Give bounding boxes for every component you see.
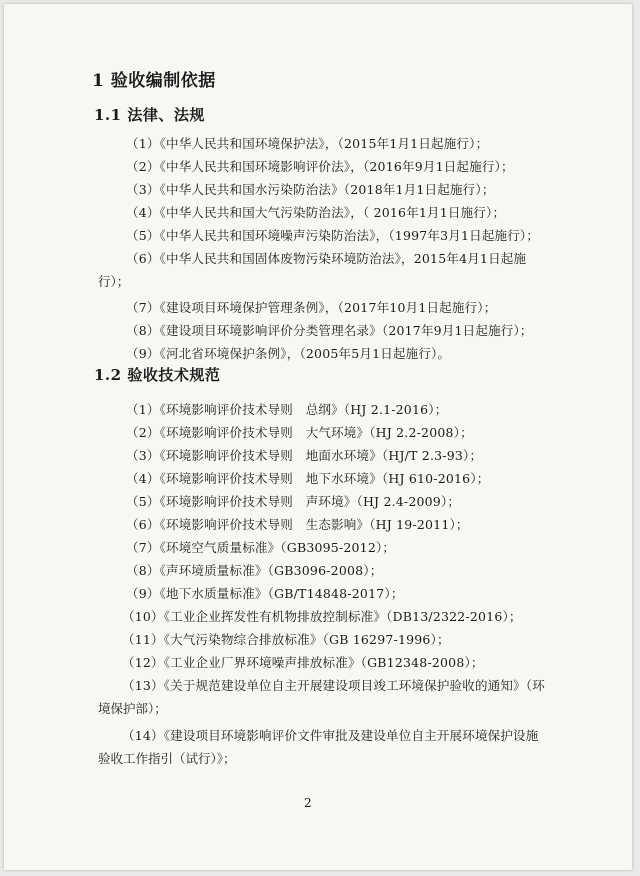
standard-item: （6）《环境影响评价技术导则 生态影响》（HJ 19-2011）； bbox=[126, 517, 469, 532]
subsection-heading-laws: 1.1 法律、法规 bbox=[94, 106, 205, 124]
standard-item: （3）《环境影响评价技术导则 地面水环境》（HJ/T 2.3-93）； bbox=[126, 448, 483, 463]
page-number: 2 bbox=[304, 796, 312, 810]
standard-item: （14）《建设项目环境影响评价文件审批及建设单位自主开展环境保护设施 bbox=[122, 728, 539, 743]
standard-item: （10）《工业企业挥发性有机物排放控制标准》（DB13/2322-2016）； bbox=[122, 609, 522, 624]
standard-item: （9）《地下水质量标准》（GB/T14848-2017）； bbox=[126, 586, 404, 601]
law-item: （3）《中华人民共和国水污染防治法》（2018年1月1日起施行）； bbox=[126, 182, 495, 197]
standard-item: （5）《环境影响评价技术导则 声环境》（HJ 2.4-2009）； bbox=[126, 494, 461, 509]
law-item: （9）《河北省环境保护条例》，（2005年5月1日起施行）。 bbox=[126, 346, 451, 361]
standard-item-continuation: 境保护部）； bbox=[98, 701, 167, 716]
law-item: （6）《中华人民共和国固体废物污染环境防治法》，2015年4月1日起施 bbox=[126, 251, 527, 266]
standard-item: （8）《声环境质量标准》（GB3096-2008）； bbox=[126, 563, 383, 578]
law-item-continuation: 行）； bbox=[98, 274, 130, 289]
law-item: （8）《建设项目环境影响评价分类管理名录》（2017年9月1日起施行）； bbox=[126, 323, 533, 338]
standard-item: （11）《大气污染物综合排放标准》（GB 16297-1996）； bbox=[122, 632, 450, 647]
standard-item: （2）《环境影响评价技术导则 大气环境》（HJ 2.2-2008）； bbox=[126, 425, 473, 440]
law-item: （4）《中华人民共和国大气污染防治法》，（ 2016年1月1日施行）； bbox=[126, 205, 506, 220]
standard-item: （1）《环境影响评价技术导则 总纲》（HJ 2.1-2016）； bbox=[126, 402, 448, 417]
standard-item: （7）《环境空气质量标准》（GB3095-2012）； bbox=[126, 540, 396, 555]
law-item: （2）《中华人民共和国环境影响评价法》，（2016年9月1日起施行）； bbox=[126, 159, 514, 174]
law-item: （7）《建设项目环境保护管理条例》，（2017年10月1日起施行）； bbox=[126, 300, 497, 315]
law-item: （1）《中华人民共和国环境保护法》，（2015年1月1日起施行）； bbox=[126, 136, 489, 151]
section-title: 1 验收编制依据 bbox=[92, 71, 216, 91]
law-item: （5）《中华人民共和国环境噪声污染防治法》，（1997年3月1日起施行）； bbox=[126, 228, 540, 243]
standard-item: （13）《关于规范建设单位自主开展建设项目竣工环境保护验收的通知》（环 bbox=[122, 678, 545, 693]
document-page bbox=[4, 4, 632, 870]
subsection-heading-standards: 1.2 验收技术规范 bbox=[94, 366, 221, 384]
standard-item: （4）《环境影响评价技术导则 地下水环境》（HJ 610-2016）； bbox=[126, 471, 490, 486]
standard-item-continuation: 验收工作指引（试行）》； bbox=[98, 751, 236, 766]
standard-item: （12）《工业企业厂界环境噪声排放标准》（GB12348-2008）； bbox=[122, 655, 484, 670]
